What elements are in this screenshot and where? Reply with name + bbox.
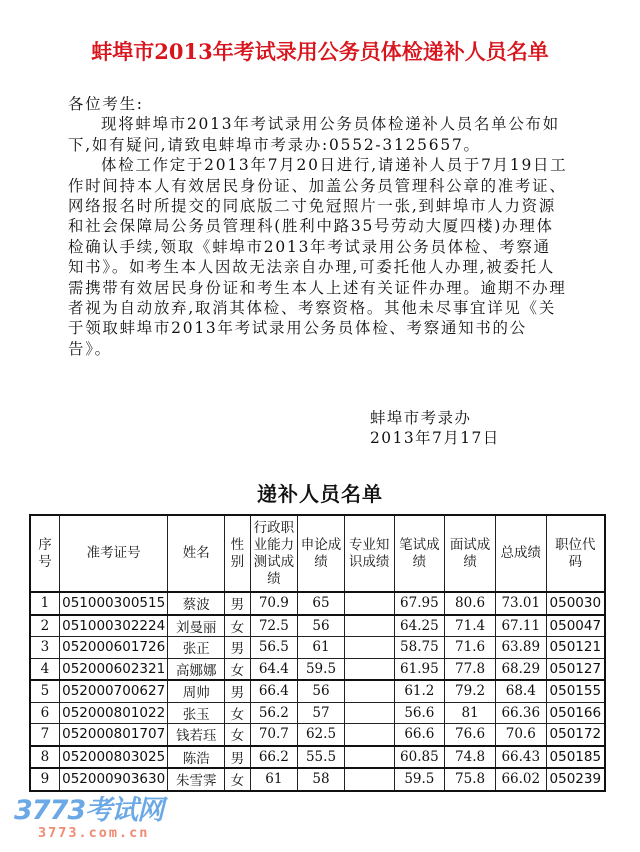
table-header-row xyxy=(30,515,605,592)
cell-ticket: 052000602321 xyxy=(59,658,168,680)
cell-interview: 74.8 xyxy=(445,746,496,769)
cell-interview: 71.6 xyxy=(445,637,496,659)
table-row xyxy=(30,592,605,615)
table-title: 递补人员名单 xyxy=(257,482,383,506)
cell-written: 61.95 xyxy=(394,658,445,680)
cell-written: 58.75 xyxy=(394,637,445,659)
cell-name: 刘曼丽 xyxy=(168,615,225,637)
cell-total: 68.4 xyxy=(495,680,546,702)
cell-gender: 女 xyxy=(225,615,250,637)
cell-no: 7 xyxy=(30,724,59,746)
table-row xyxy=(30,746,605,769)
header-shenlun: 申论成绩 xyxy=(298,515,345,592)
table-row xyxy=(30,615,605,637)
header-xingce: 行政职业能力测试成绩 xyxy=(250,515,298,592)
cell-xingce: 61 xyxy=(250,768,298,791)
cell-zhuanye xyxy=(344,768,394,791)
cell-total: 73.01 xyxy=(495,592,546,615)
signature-block xyxy=(370,408,500,449)
header-interview: 面试成绩 xyxy=(445,515,496,592)
cell-code: 050127 xyxy=(546,658,605,680)
signature-date: 2013年7月17日 xyxy=(370,429,500,448)
cell-written: 56.6 xyxy=(394,702,445,724)
paragraph-announcement: 现将蚌埠市2013年考试录用公务员体检递补人员名单公布如下,如有疑问,请致电蚌埠市考录办:0552-3125657。 xyxy=(68,115,560,154)
cell-zhuanye xyxy=(344,746,394,769)
cell-no: 6 xyxy=(30,702,59,724)
cell-code: 050185 xyxy=(546,746,605,769)
cell-ticket: 052000700627 xyxy=(59,680,168,702)
cell-no: 2 xyxy=(30,615,59,637)
cell-name: 钱若珏 xyxy=(168,724,225,746)
cell-shenlun: 58 xyxy=(298,768,345,791)
cell-gender: 男 xyxy=(225,680,250,702)
cell-code: 050155 xyxy=(546,680,605,702)
cell-xingce: 72.5 xyxy=(250,615,298,637)
cell-xingce: 70.7 xyxy=(250,724,298,746)
cell-zhuanye xyxy=(344,680,394,702)
cell-shenlun: 56 xyxy=(298,615,345,637)
cell-total: 66.43 xyxy=(495,746,546,769)
header-code: 职位代码 xyxy=(546,515,605,592)
cell-written: 64.25 xyxy=(394,615,445,637)
cell-total: 67.11 xyxy=(495,615,546,637)
cell-ticket: 052000801707 xyxy=(59,724,168,746)
cell-xingce: 56.2 xyxy=(250,702,298,724)
cell-gender: 男 xyxy=(225,592,250,615)
cell-ticket: 051000302224 xyxy=(59,615,168,637)
cell-ticket: 052000601726 xyxy=(59,637,168,659)
table-row xyxy=(30,637,605,659)
cell-code: 050030 xyxy=(546,592,605,615)
cell-interview: 75.8 xyxy=(445,768,496,791)
header-written: 笔试成绩 xyxy=(394,515,445,592)
cell-code: 050047 xyxy=(546,615,605,637)
cell-interview: 81 xyxy=(445,702,496,724)
roster-table xyxy=(29,514,606,792)
cell-zhuanye xyxy=(344,637,394,659)
cell-xingce: 70.9 xyxy=(250,592,298,615)
table-row xyxy=(30,702,605,724)
cell-no: 8 xyxy=(30,746,59,769)
cell-zhuanye xyxy=(344,615,394,637)
cell-shenlun: 59.5 xyxy=(298,658,345,680)
cell-zhuanye xyxy=(344,592,394,615)
cell-total: 66.36 xyxy=(495,702,546,724)
watermark-url: 3773.com.cn xyxy=(38,825,150,841)
cell-name: 陈浩 xyxy=(168,746,225,769)
cell-interview: 71.4 xyxy=(445,615,496,637)
table-row xyxy=(30,658,605,680)
notice-body xyxy=(68,94,568,359)
cell-gender: 女 xyxy=(225,702,250,724)
cell-written: 67.95 xyxy=(394,592,445,615)
cell-code: 050121 xyxy=(546,637,605,659)
cell-name: 蔡波 xyxy=(168,592,225,615)
header-zhuanye: 专业知识成绩 xyxy=(344,515,394,592)
cell-gender: 女 xyxy=(225,658,250,680)
cell-xingce: 64.4 xyxy=(250,658,298,680)
cell-code: 050239 xyxy=(546,768,605,791)
cell-shenlun: 56 xyxy=(298,680,345,702)
header-name: 姓名 xyxy=(168,515,225,592)
cell-interview: 79.2 xyxy=(445,680,496,702)
cell-no: 3 xyxy=(30,637,59,659)
cell-shenlun: 61 xyxy=(298,637,345,659)
cell-name: 张玉 xyxy=(168,702,225,724)
cell-xingce: 66.2 xyxy=(250,746,298,769)
greeting: 各位考生: xyxy=(68,95,144,113)
paragraph-instructions: 体检工作定于2013年7月20日进行,请递补人员于7月19日工作时间持本人有效居民身份证、加盖公务员管理科公章的准考证、网络报名时所提交的同底版二寸免冠照片一张,到蚌埠市人力资源和社会保障局公务员管理科(胜利中路35号劳动大厦四楼)办理体检确认手续,领取《蚌埠市2013年考试录用公务员体检、考察通知书》。如考生本人因故无法亲自办理,可委托他人办理,被委托人需携带有效居民身份证和考生本人上述有关证件办理。逾期不办理者视为自动放弃,取消其体检、考察资格。其他未尽事宜详见《关于领取蚌埠市2013年考试录用公务员体检、考察通知书的公告》。 xyxy=(68,156,568,358)
header-ticket: 准考证号 xyxy=(59,515,168,592)
cell-zhuanye xyxy=(344,658,394,680)
table-row xyxy=(30,680,605,702)
cell-written: 59.5 xyxy=(394,768,445,791)
cell-shenlun: 57 xyxy=(298,702,345,724)
cell-ticket: 052000801022 xyxy=(59,702,168,724)
cell-shenlun: 65 xyxy=(298,592,345,615)
cell-gender: 男 xyxy=(225,746,250,769)
cell-total: 70.6 xyxy=(495,724,546,746)
cell-interview: 76.6 xyxy=(445,724,496,746)
cell-gender: 女 xyxy=(225,724,250,746)
table-row xyxy=(30,724,605,746)
cell-total: 68.29 xyxy=(495,658,546,680)
cell-gender: 女 xyxy=(225,768,250,791)
cell-shenlun: 62.5 xyxy=(298,724,345,746)
cell-code: 050166 xyxy=(546,702,605,724)
cell-gender: 男 xyxy=(225,637,250,659)
cell-written: 60.85 xyxy=(394,746,445,769)
cell-name: 张正 xyxy=(168,637,225,659)
site-watermark xyxy=(14,788,163,841)
cell-name: 高娜娜 xyxy=(168,658,225,680)
cell-no: 1 xyxy=(30,592,59,615)
cell-zhuanye xyxy=(344,702,394,724)
signature-office: 蚌埠市考录办 xyxy=(370,409,472,427)
cell-ticket: 052000803025 xyxy=(59,746,168,769)
cell-ticket: 052000903630 xyxy=(59,768,168,791)
header-gender: 性别 xyxy=(225,515,250,592)
cell-shenlun: 55.5 xyxy=(298,746,345,769)
cell-written: 66.6 xyxy=(394,724,445,746)
cell-interview: 77.8 xyxy=(445,658,496,680)
cell-xingce: 66.4 xyxy=(250,680,298,702)
cell-name: 周帅 xyxy=(168,680,225,702)
cell-zhuanye xyxy=(344,724,394,746)
header-no: 序号 xyxy=(30,515,59,592)
document-title: 蚌埠市2013年考试录用公务员体检递补人员名单 xyxy=(91,39,549,64)
cell-no: 5 xyxy=(30,680,59,702)
cell-no: 9 xyxy=(30,768,59,791)
header-total: 总成绩 xyxy=(495,515,546,592)
cell-total: 63.89 xyxy=(495,637,546,659)
cell-total: 66.02 xyxy=(495,768,546,791)
cell-xingce: 56.5 xyxy=(250,637,298,659)
cell-ticket: 051000300515 xyxy=(59,592,168,615)
cell-no: 4 xyxy=(30,658,59,680)
cell-interview: 80.6 xyxy=(445,592,496,615)
cell-written: 61.2 xyxy=(394,680,445,702)
cell-name: 朱雪霁 xyxy=(168,768,225,791)
cell-code: 050172 xyxy=(546,724,605,746)
watermark-logo: 3773考试网 xyxy=(14,795,164,826)
